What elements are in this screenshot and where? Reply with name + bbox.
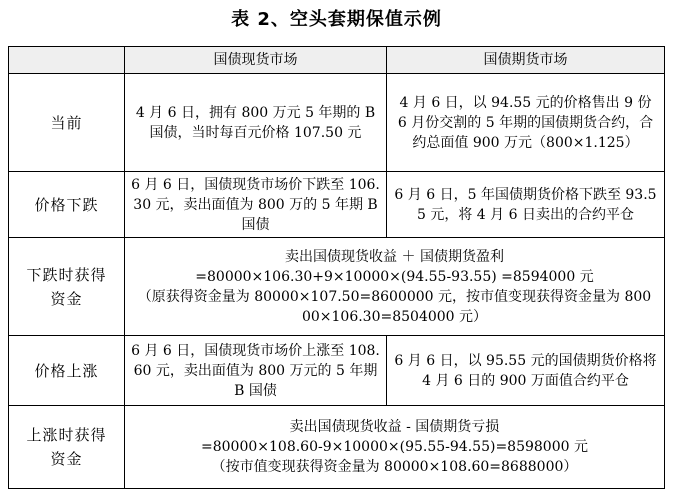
futures-cell-current: 4 月 6 日，以 94.55 元的价格售出 9 份 6 月份交割的 5 年期的国债期货合约，合约总面值 900 万元（800×1.125）	[387, 74, 665, 172]
futures-cell-price-rise: 6 月 6 日，以 95.55 元的国债期货价格将 4 月 6 日的 900 万面值合约平仓	[387, 336, 665, 406]
calc-line-formula-label: 卖出国债现货收益 ＋ 国债期货盈利	[285, 248, 504, 265]
header-spot-market: 国债现货市场	[125, 47, 387, 74]
calc-line-result: =80000×108.60-9×10000×(95.55-94.55)=8598000 元	[201, 439, 588, 455]
row-label-fall-funds	[9, 238, 125, 336]
table-row-fall-funds	[9, 238, 665, 336]
fall-funds-calculation	[125, 238, 665, 336]
rise-funds-calculation	[125, 406, 665, 489]
calc-line-formula-label: 卖出国债现货收益 - 国债期货亏损	[289, 419, 500, 435]
calc-line-note: （原获得资金量为 80000×107.50=8600000 元，按市值变现获得资金量为 80000×106.30=8504000 元）	[137, 288, 652, 325]
spot-cell-current: 4 月 6 日，拥有 800 万元 5 年期的 B 国债，当时每百元价格 107.50 元	[125, 74, 387, 172]
row-label-line: 资金	[50, 450, 83, 468]
row-label-line: 下跌时获得	[26, 265, 107, 284]
table-title: 表 2、空头套期保值示例	[231, 9, 442, 30]
table-row-current	[9, 74, 665, 172]
calc-line-result: =80000×106.30+9×10000×(94.55-93.55) =8594000 元	[195, 268, 594, 285]
spot-cell-price-rise: 6 月 6 日，国债现货市场价上涨至 108.60 元，卖出面值为 800 万元的 5 年期 B 国债	[125, 336, 387, 406]
header-futures-market: 国债期货市场	[387, 47, 665, 74]
row-label-current: 当前	[9, 74, 125, 172]
futures-cell-price-fall: 6 月 6 日，5 年国债期货价格下跌至 93.55 元，将 4 月 6 日卖出的合约平仓	[387, 172, 665, 238]
calc-line-note: （按市值变现获得资金量为 80000×108.60=8688000）	[211, 459, 578, 475]
row-label-price-fall: 价格下跌	[9, 172, 125, 238]
hedging-example-table	[8, 46, 665, 489]
row-label-line: 上涨时获得	[26, 426, 107, 444]
table-row-price-fall	[9, 172, 665, 238]
row-label-rise-funds	[9, 406, 125, 489]
spot-cell-price-fall: 6 月 6 日，国债现货市场价下跌至 106.30 元，卖出面值为 800 万的 5 年期 B 国债	[125, 172, 387, 238]
table-row-price-rise	[9, 336, 665, 406]
table-row-rise-funds	[9, 406, 665, 489]
header-corner-cell	[9, 47, 125, 74]
row-label-line: 资金	[50, 289, 83, 308]
row-label-price-rise: 价格上涨	[9, 336, 125, 406]
table-header-row	[9, 47, 665, 74]
